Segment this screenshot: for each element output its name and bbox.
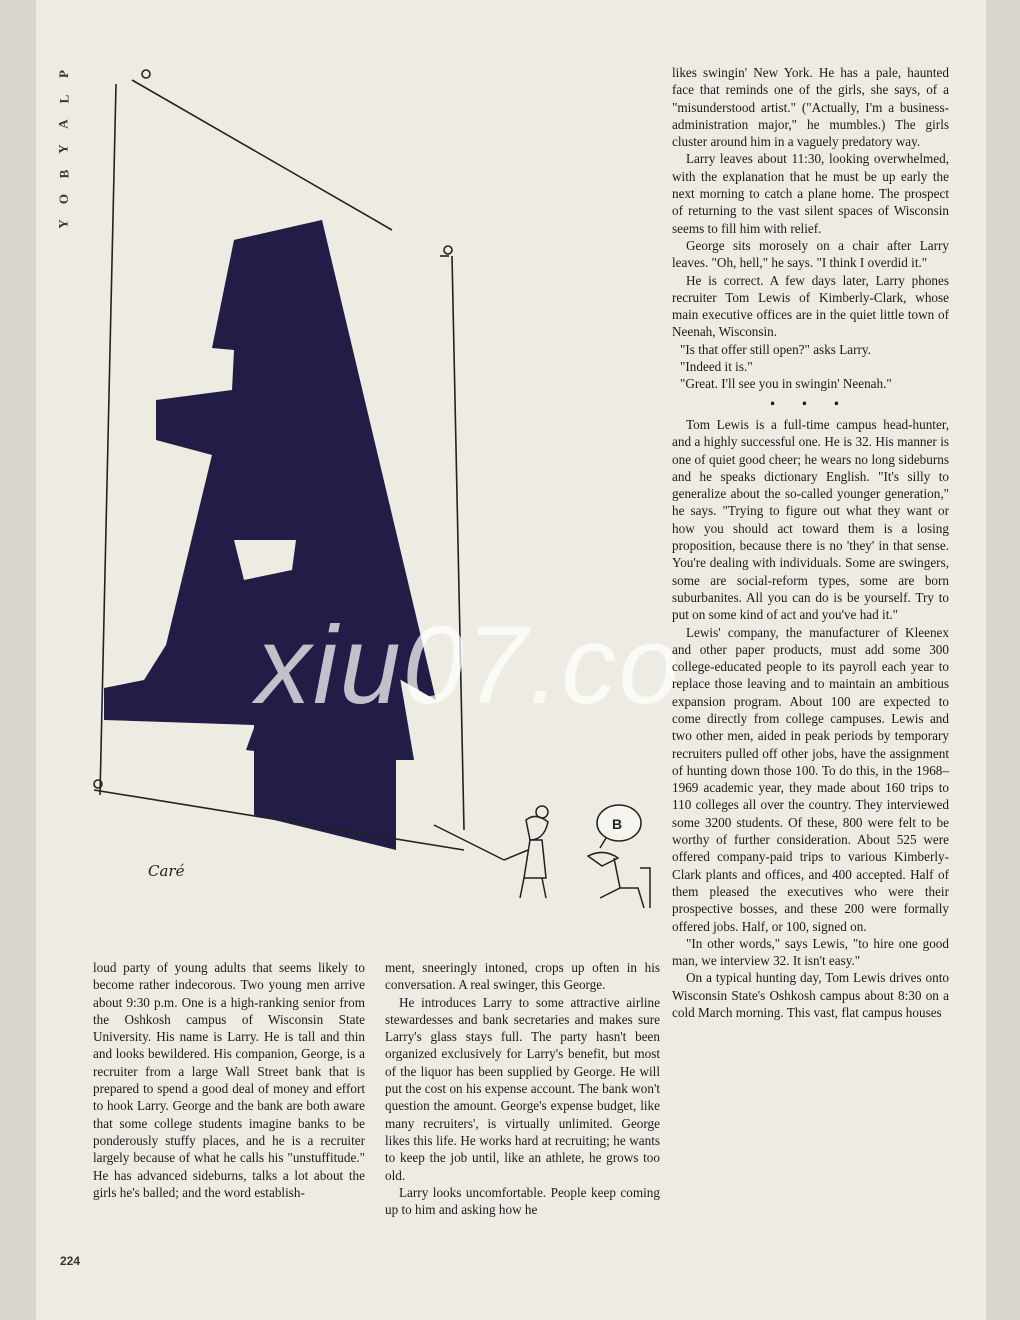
paragraph: Larry looks uncomfortable. People keep coming up to him and asking how he — [385, 1184, 660, 1218]
article-column-middle — [385, 959, 660, 1218]
masthead-letter: B — [55, 169, 71, 179]
dialog-line: "Indeed it is." — [680, 359, 753, 375]
watermark: xiu07.co — [256, 604, 682, 727]
paragraph: Lewis' company, the manufacturer of Kleenex and other paper products, must add some 300 college-educated people to its payroll each year to replace those leaving and to maintain an ambitious expansion program. About 100 are expected to come directly from college campuses. Lewis and two other men, aided in peak periods by temporary recruiters pulled off other jobs, have the assignment of hunting down those 100. To do this, in the 1968–1969 academic year, they made about 160 trips to 110 colleges all over the country. They interviewed some 3200 students. Of these, 800 were felt to be worthy of further consideration. About 525 were offered company-paid trips to various Kimberly-Clark plants and offices, and 400 accepted. Half of them pleased the executives who were their prospective bosses, and these 200 were formally offered jobs. Half, or 100, signed on. — [672, 624, 949, 934]
masthead-letter: Y — [55, 219, 71, 229]
page-number: 224 — [60, 1254, 81, 1268]
masthead-letter: L — [55, 94, 71, 104]
paragraph: He is correct. A few days later, Larry phones recruiter Tom Lewis of Kimberly-Clark, whose main executive offices are in the quiet little town of Neenah, Wisconsin. — [672, 272, 949, 340]
paragraph: likes swingin' New York. He has a pale, haunted face that reminds one of the girls, she says, of a "misunderstood artist." ("Actually, I'm a business-administration major," he mumbles.) The girls cluster around him in a vaguely predatory way. — [672, 65, 949, 150]
masthead-letter: P — [55, 70, 71, 78]
paragraph: George sits morosely on a chair after Larry leaves. "Oh, hell," he says. "I think I overdid it." — [672, 237, 949, 271]
dialog-line: "Great. I'll see you in swingin' Neenah." — [680, 376, 892, 392]
artist-signature: Caré — [148, 862, 185, 880]
masthead — [54, 66, 74, 232]
dialog-line: "Is that offer still open?" asks Larry. — [680, 341, 871, 357]
article-column-left — [93, 959, 365, 1201]
masthead-letter: O — [56, 193, 71, 205]
paragraph: On a typical hunting day, Tom Lewis drives onto Wisconsin State's Oshkosh campus about 8:30 on a cold March morning. This vast, flat campus houses — [672, 970, 949, 1021]
cartoon-illustration — [84, 60, 674, 930]
speech-bubble-letter: B — [612, 816, 623, 832]
masthead-letter: Y — [55, 144, 71, 154]
paragraph: He introduces Larry to some attractive airline stewardesses and bank secretaries and makes sure Larry's glass stays full. The party hasn't been organized exclusively for Larry's benefit, but most of the liquor has been supplied by George. He will put the cost on his expense account. The bank won't question the amount. George's expense budget, like many recruiters', is virtually unlimited. George likes this life. He works hard at recruiting; he wants to keep the job until, like an athlete, he grows too old. — [385, 994, 660, 1183]
paragraph: Larry leaves about 11:30, looking overwhelmed, with the explanation that he must be up early the next morning to catch a plane home. The prospect of returning to the vast silent spaces of Wisconsin seems to fill him with relief. — [672, 151, 949, 236]
pointing-man — [434, 806, 548, 898]
paragraph: loud party of young adults that seems likely to become rather indecorous. Two young men arrive about 9:30 p.m. One is a high-ranking senior from the Oshkosh campus of Wisconsin State University. His name is Larry. He is tall and thin and looks bewildered. His companion, George, is a recruiter from a large Wall Street bank that is prepared to spend a good deal of money and effort to hook Larry. George and the bank are both aware that some college students imagine banks to be ponderously stuffy places, and he is a recruiter largely because of what he calls his "unstuffitude." He has advanced sideburns, talks a lot about the girls he's balled; and the word establish- — [93, 960, 365, 1200]
article-column-right — [672, 64, 949, 1021]
giant-letter-a — [104, 220, 436, 850]
section-separator: • • • — [770, 395, 851, 411]
masthead-letter: A — [55, 119, 71, 129]
paragraph: Tom Lewis is a full-time campus head-hunter, and a highly successful one. He is 32. His manner is one of quiet good cheer; he wears no long sideburns and he speaks dictionary English. "It's silly to generalize about the so-called younger generation," he says. "Trying to figure out what they want or how you should act toward them is a losing proposition, because there is no 'they' in that sense. You're dealing with individuals. Some are swingers, some are social-reform types, some are born suburbanites. All you can do is be yourself. Try to put on some kind of act and you've had it." — [672, 416, 949, 623]
paragraph: "In other words," says Lewis, "to hire one good man, we interview 32. It isn't easy." — [672, 935, 949, 969]
paragraph: ment, sneeringly intoned, crops up often in his conversation. A real swinger, this George. — [385, 960, 660, 993]
